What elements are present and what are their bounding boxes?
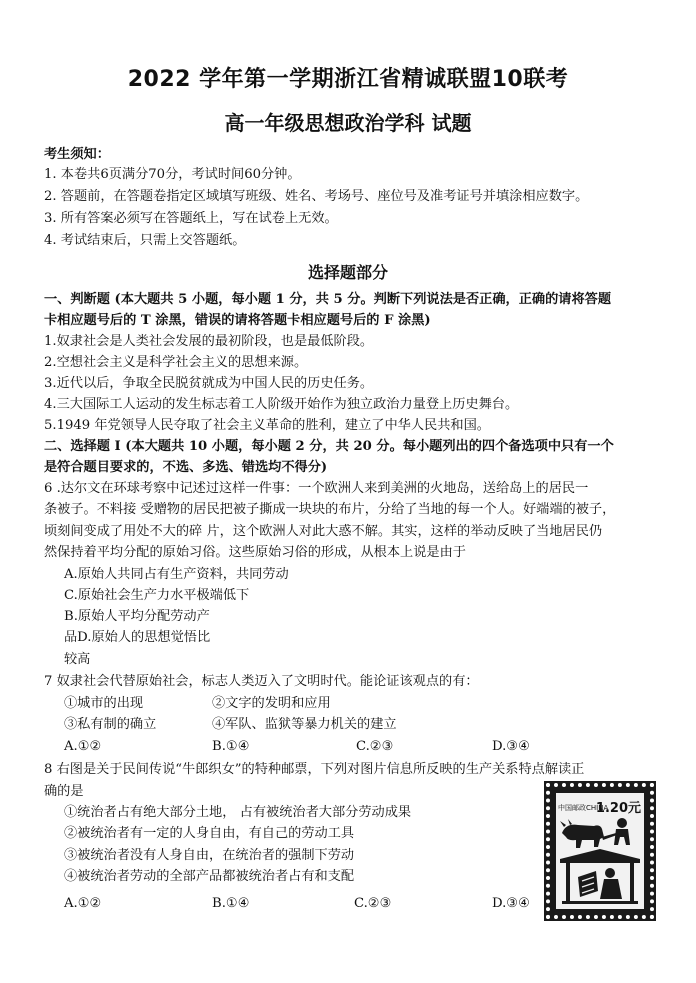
part1-heading: 一、判断题 (本大题共 5 小题，每小题 1 分，共 5 分。判断下列说法是否正确，正确的请将答题: [44, 292, 612, 307]
q6-stem: 6 .达尔文在环球考察中记述过这样一件事：一个欧洲人来到美洲的火地岛，送给岛上的居民一: [44, 481, 589, 496]
q7-stem: 7 奴隶社会代替原始社会，标志人类迈入了文明时代。能论证该观点的有：: [44, 674, 479, 689]
q6-option: 品D.原始人的思想觉悟比: [64, 630, 211, 645]
q7-choice: C.②③: [356, 739, 394, 754]
cowherd-weaver-stamp: [546, 783, 654, 919]
q6-option: A.原始人共同占有生产资料，共同劳动: [64, 567, 289, 582]
q6-option: B.原始人平均分配劳动产: [64, 609, 210, 624]
q7-item: ①城市的出现: [64, 696, 144, 711]
paper-cut-illustration-icon: [556, 793, 644, 909]
judge-item: 5.1949 年党领导人民夺取了社会主义革命的胜利，建立了中华人民共和国。: [44, 418, 490, 433]
q7-item: ④军队、监狱等暴力机关的建立: [212, 717, 397, 732]
q7-choice: D.③④: [492, 739, 530, 754]
q6-stem: 顷刻间变成了用处不大的碎 片，这个欧洲人对此大惑不解。其实，这样的举动反映了当地居民仍: [44, 524, 603, 539]
q7-choice: A.①②: [64, 739, 102, 754]
judge-item: 4.三大国际工人运动的发生标志着工人阶级开始作为独立政治力量登上历史舞台。: [44, 397, 519, 412]
stamp-price: 1.20元: [595, 801, 641, 816]
part1-heading: 卡相应题号后的 T 涂黑，错误的请将答题卡相应题号后的 F 涂黑): [44, 313, 431, 328]
q8-item: ②被统治者有一定的人身自由，有自己的劳动工具: [64, 826, 355, 841]
q8-stem: 8 右图是关于民间传说“牛郎织女”的特种邮票，下列对图片信息所反映的生产关系特点解读正: [44, 762, 585, 777]
stamp-country: 中国邮政CHINA: [558, 804, 609, 812]
q6-stem: 条被子。不料接 受赠物的居民把被子撕成一块块的布片，分给了当地的每一个人。好端端的被子，: [44, 502, 616, 517]
q8-stem: 确的是: [44, 784, 84, 799]
q8-choice: B.①④: [212, 896, 250, 911]
q6-option: 较高: [64, 652, 91, 667]
q8-choice: A.①②: [64, 896, 102, 911]
notice-item: 2. 答题前，在答题卷指定区域填写班级、姓名、考场号、座位号及准考证号并填涂相应数字。: [44, 189, 589, 204]
part2-heading: 是符合题目要求的，不选、多选、错选均不得分): [44, 460, 328, 475]
notice-heading: 考生须知：: [44, 147, 110, 162]
q7-choice: B.①④: [212, 739, 250, 754]
q7-item: ②文字的发明和应用: [212, 696, 331, 711]
exam-title: 2022 学年第一学期浙江省精诚联盟10联考: [127, 67, 569, 92]
q8-item: ③被统治者没有人身自由，在统治者的强制下劳动: [64, 848, 355, 863]
stamp-face: [556, 793, 644, 909]
judge-item: 2.空想社会主义是科学社会主义的思想来源。: [44, 355, 308, 370]
q8-choice: D.③④: [492, 896, 530, 911]
notice-item: 4. 考试结束后，只需上交答题纸。: [44, 233, 246, 248]
q6-stem: 然保持着平均分配的原始习俗。这些原始习俗的形成，从根本上说是由于: [44, 545, 466, 560]
q7-item: ③私有制的确立: [64, 717, 157, 732]
notice-item: 3. 所有答案必须写在答题纸上，写在试卷上无效。: [44, 211, 338, 226]
q8-item: ①统治者占有绝大部分土地， 占有被统治者大部分劳动成果: [64, 805, 412, 820]
notice-item: 1. 本卷共6页满分70分，考试时间60分钟。: [44, 167, 301, 182]
exam-subtitle: 高一年级思想政治学科 试题: [224, 111, 472, 135]
judge-item: 3.近代以后，争取全民脱贫就成为中国人民的历史任务。: [44, 376, 374, 391]
part2-heading: 二、选择题 I (本大题共 10 小题，每小题 2 分，共 20 分。每小题列出的四个备选项中只有一个: [44, 439, 614, 454]
q6-option: C.原始社会生产力水平极端低下: [64, 588, 250, 603]
q8-choice: C.②③: [354, 896, 392, 911]
section-title: 选择题部分: [307, 263, 388, 282]
judge-item: 1.奴隶社会是人类社会发展的最初阶段，也是最低阶段。: [44, 334, 374, 349]
q8-item: ④被统治者劳动的全部产品都被统治者占有和支配: [64, 869, 355, 884]
